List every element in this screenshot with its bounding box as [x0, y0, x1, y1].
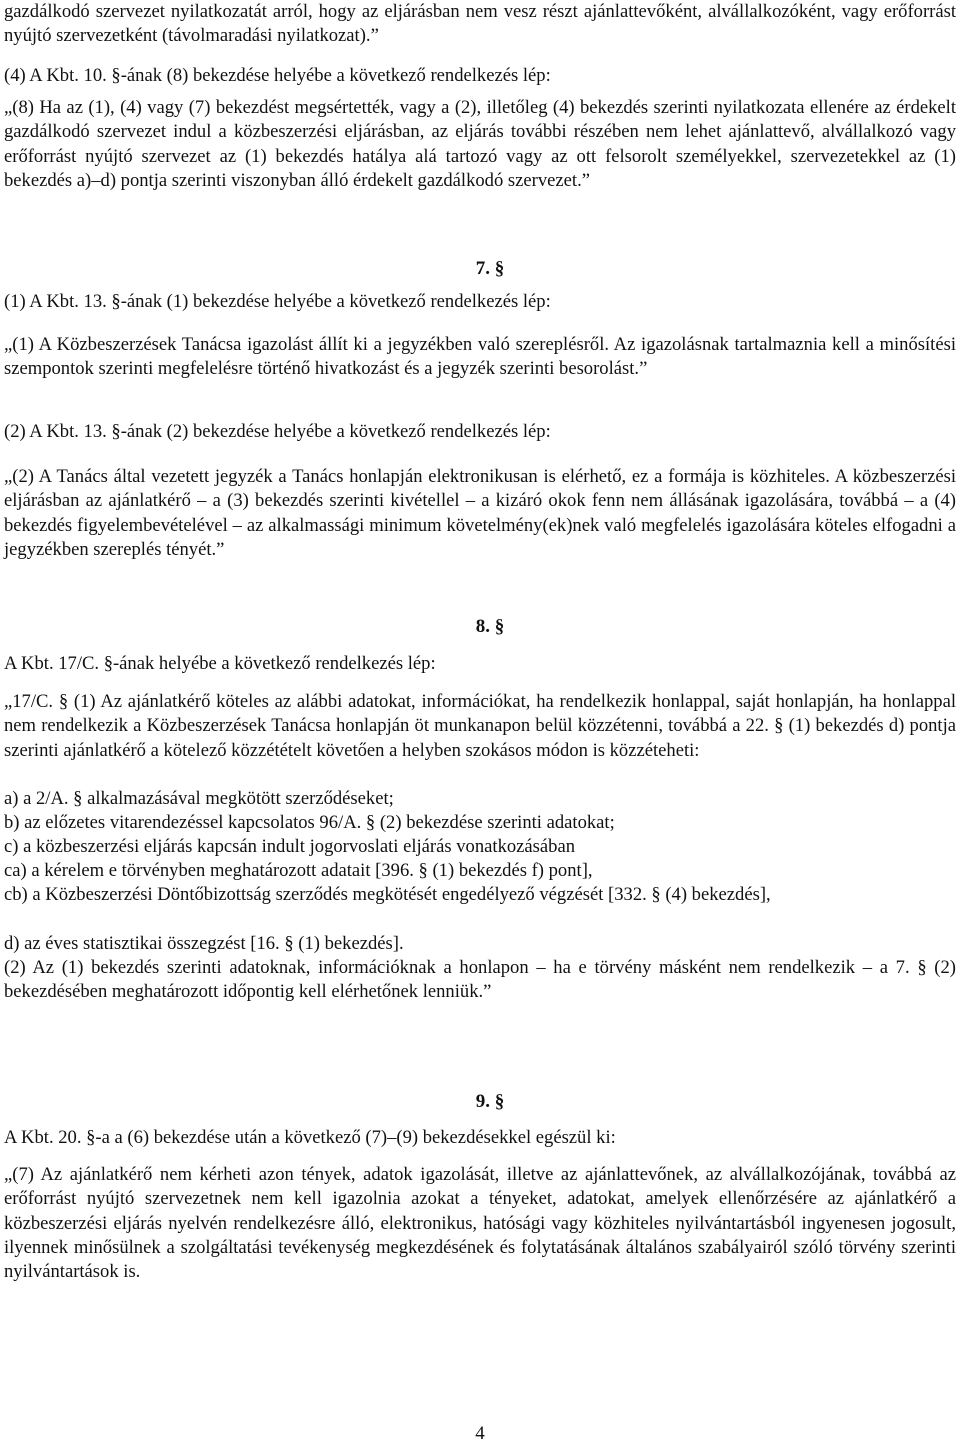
page-number: 4 [475, 1423, 485, 1444]
list-item-b: b) az előzetes vitarendezéssel kapcsolatos 96/A. § (2) bekezdése szerinti adatokat; [4, 812, 615, 833]
section-heading-9: 9. § [475, 1091, 505, 1112]
amendment-text-13-1: „(1) A Közbeszerzések Tanácsa igazolást állít ki a jegyzékben való szereplésről. Az igazolásnak tartalmaznia kell a minősítési szempontok szerinti megfelelésre történő hivatkozást és a jegyzék szerinti besorolást.” [4, 334, 956, 380]
paragraph-continuation: gazdálkodó szervezet nyilatkozatát arról, hogy az eljárásban nem vesz részt ajánlattevőként, alvállalkozóként, vagy erőforrást nyújtó szervezetként (távolmaradási nyilatkozat).” [4, 1, 956, 47]
amendment-intro-20: A Kbt. 20. §-a a (6) bekezdése után a következő (7)–(9) bekezdésekkel egészül ki: [4, 1127, 616, 1148]
amendment-text-13-2: „(2) A Tanács által vezetett jegyzék a Tanács honlapján elektronikusan is elérhető, ez a formája is közhiteles. A közbeszerzési eljárásban az ajánlatkérő – a (3) bekezdés szerinti kivétellel – a kizáró okok fenn nem állásának igazolására, továbbá – a (4) bekezdés figyelembevételével – az alkalmassági minimum követelmény(ek)nek való megfelelés igazolására köteles elfogadni a jegyzékben szereplés tényét.” [4, 466, 956, 560]
list-item-cb: cb) a Közbeszerzési Döntőbizottság szerződés megkötését engedélyező végzését [332. § (4) bekezdés], [4, 884, 771, 905]
amendment-text-17c-1: „17/C. § (1) Az ajánlatkérő köteles az alábbi adatokat, információkat, ha rendelkezik honlappal, saját honlapján, ha honlappal nem rendelkezik a Közbeszerzések Tanácsa honlapján öt munkanapon belül közzétenni, továbbá a 22. § (1) bekezdés d) pontja szerinti ajánlatkérő a kötelező közzétételt követően a helyben szokásos módon is közzéteheti: [4, 691, 956, 761]
amendment-intro-13-2: (2) A Kbt. 13. §-ának (2) bekezdése helyébe a következő rendelkezés lép: [4, 421, 551, 442]
amendment-text-17c-2: (2) Az (1) bekezdés szerinti adatoknak, információknak a honlapon – ha e törvény másként nem rendelkezik – a 7. § (2) bekezdésében meghatározott időpontig kell elérhetőnek lenniük.” [4, 957, 956, 1003]
amendment-intro-13-1: (1) A Kbt. 13. §-ának (1) bekezdése helyébe a következő rendelkezés lép: [4, 291, 551, 312]
section-heading-8: 8. § [475, 616, 505, 637]
amendment-intro-10-8: (4) A Kbt. 10. §-ának (8) bekezdése helyébe a következő rendelkezés lép: [4, 65, 551, 86]
section-heading-7: 7. § [475, 258, 505, 279]
amendment-text-10-8: „(8) Ha az (1), (4) vagy (7) bekezdést megsértették, vagy a (2), illetőleg (4) bekezdés szerinti nyilatkozata ellenére az érdekelt gazdálkodó szervezet indul a közbeszerzési eljárásban, az eljárás további részében nem lehet ajánlattevő, alvállalkozó vagy erőforrást nyújtó szervezet az (1) bekezdés hatálya alá tartozó vagy az ott felsorolt személyekkel, szervezetekkel az (1) bekezdés a)–d) pontja szerinti viszonyban álló érdekelt gazdálkodó szervezet.” [4, 97, 956, 191]
list-item-d: d) az éves statisztikai összegzést [16. § (1) bekezdés]. [4, 933, 404, 954]
list-item-ca: ca) a kérelem e törvényben meghatározott adatait [396. § (1) bekezdés f) pont], [4, 860, 593, 881]
amendment-text-20-7: „(7) Az ajánlatkérő nem kérheti azon tények, adatok igazolását, illetve az ajánlattevőnek, az alvállalkozójának, továbbá az erőforrást nyújtó szervezetnek nem kell igazolnia azokat a tényeket, adatokat, amelyek ellenőrzésére az ajánlatkérő a közbeszerzési eljárás nyelvén rendelkezésre álló, elektronikus, hatósági vagy közhiteles nyilvántartásból ingyenesen jogosult, ilyennek minősülnek a szolgáltatási tevékenység megkezdésének és folytatásának általános szabályairól szóló törvény szerinti nyilvántartások is. [4, 1164, 956, 1283]
list-item-a: a) a 2/A. § alkalmazásával megkötött szerződéseket; [4, 788, 394, 809]
amendment-intro-17c: A Kbt. 17/C. §-ának helyébe a következő rendelkezés lép: [4, 653, 436, 674]
list-item-c: c) a közbeszerzési eljárás kapcsán indult jogorvoslati eljárás vonatkozásában [4, 836, 576, 857]
